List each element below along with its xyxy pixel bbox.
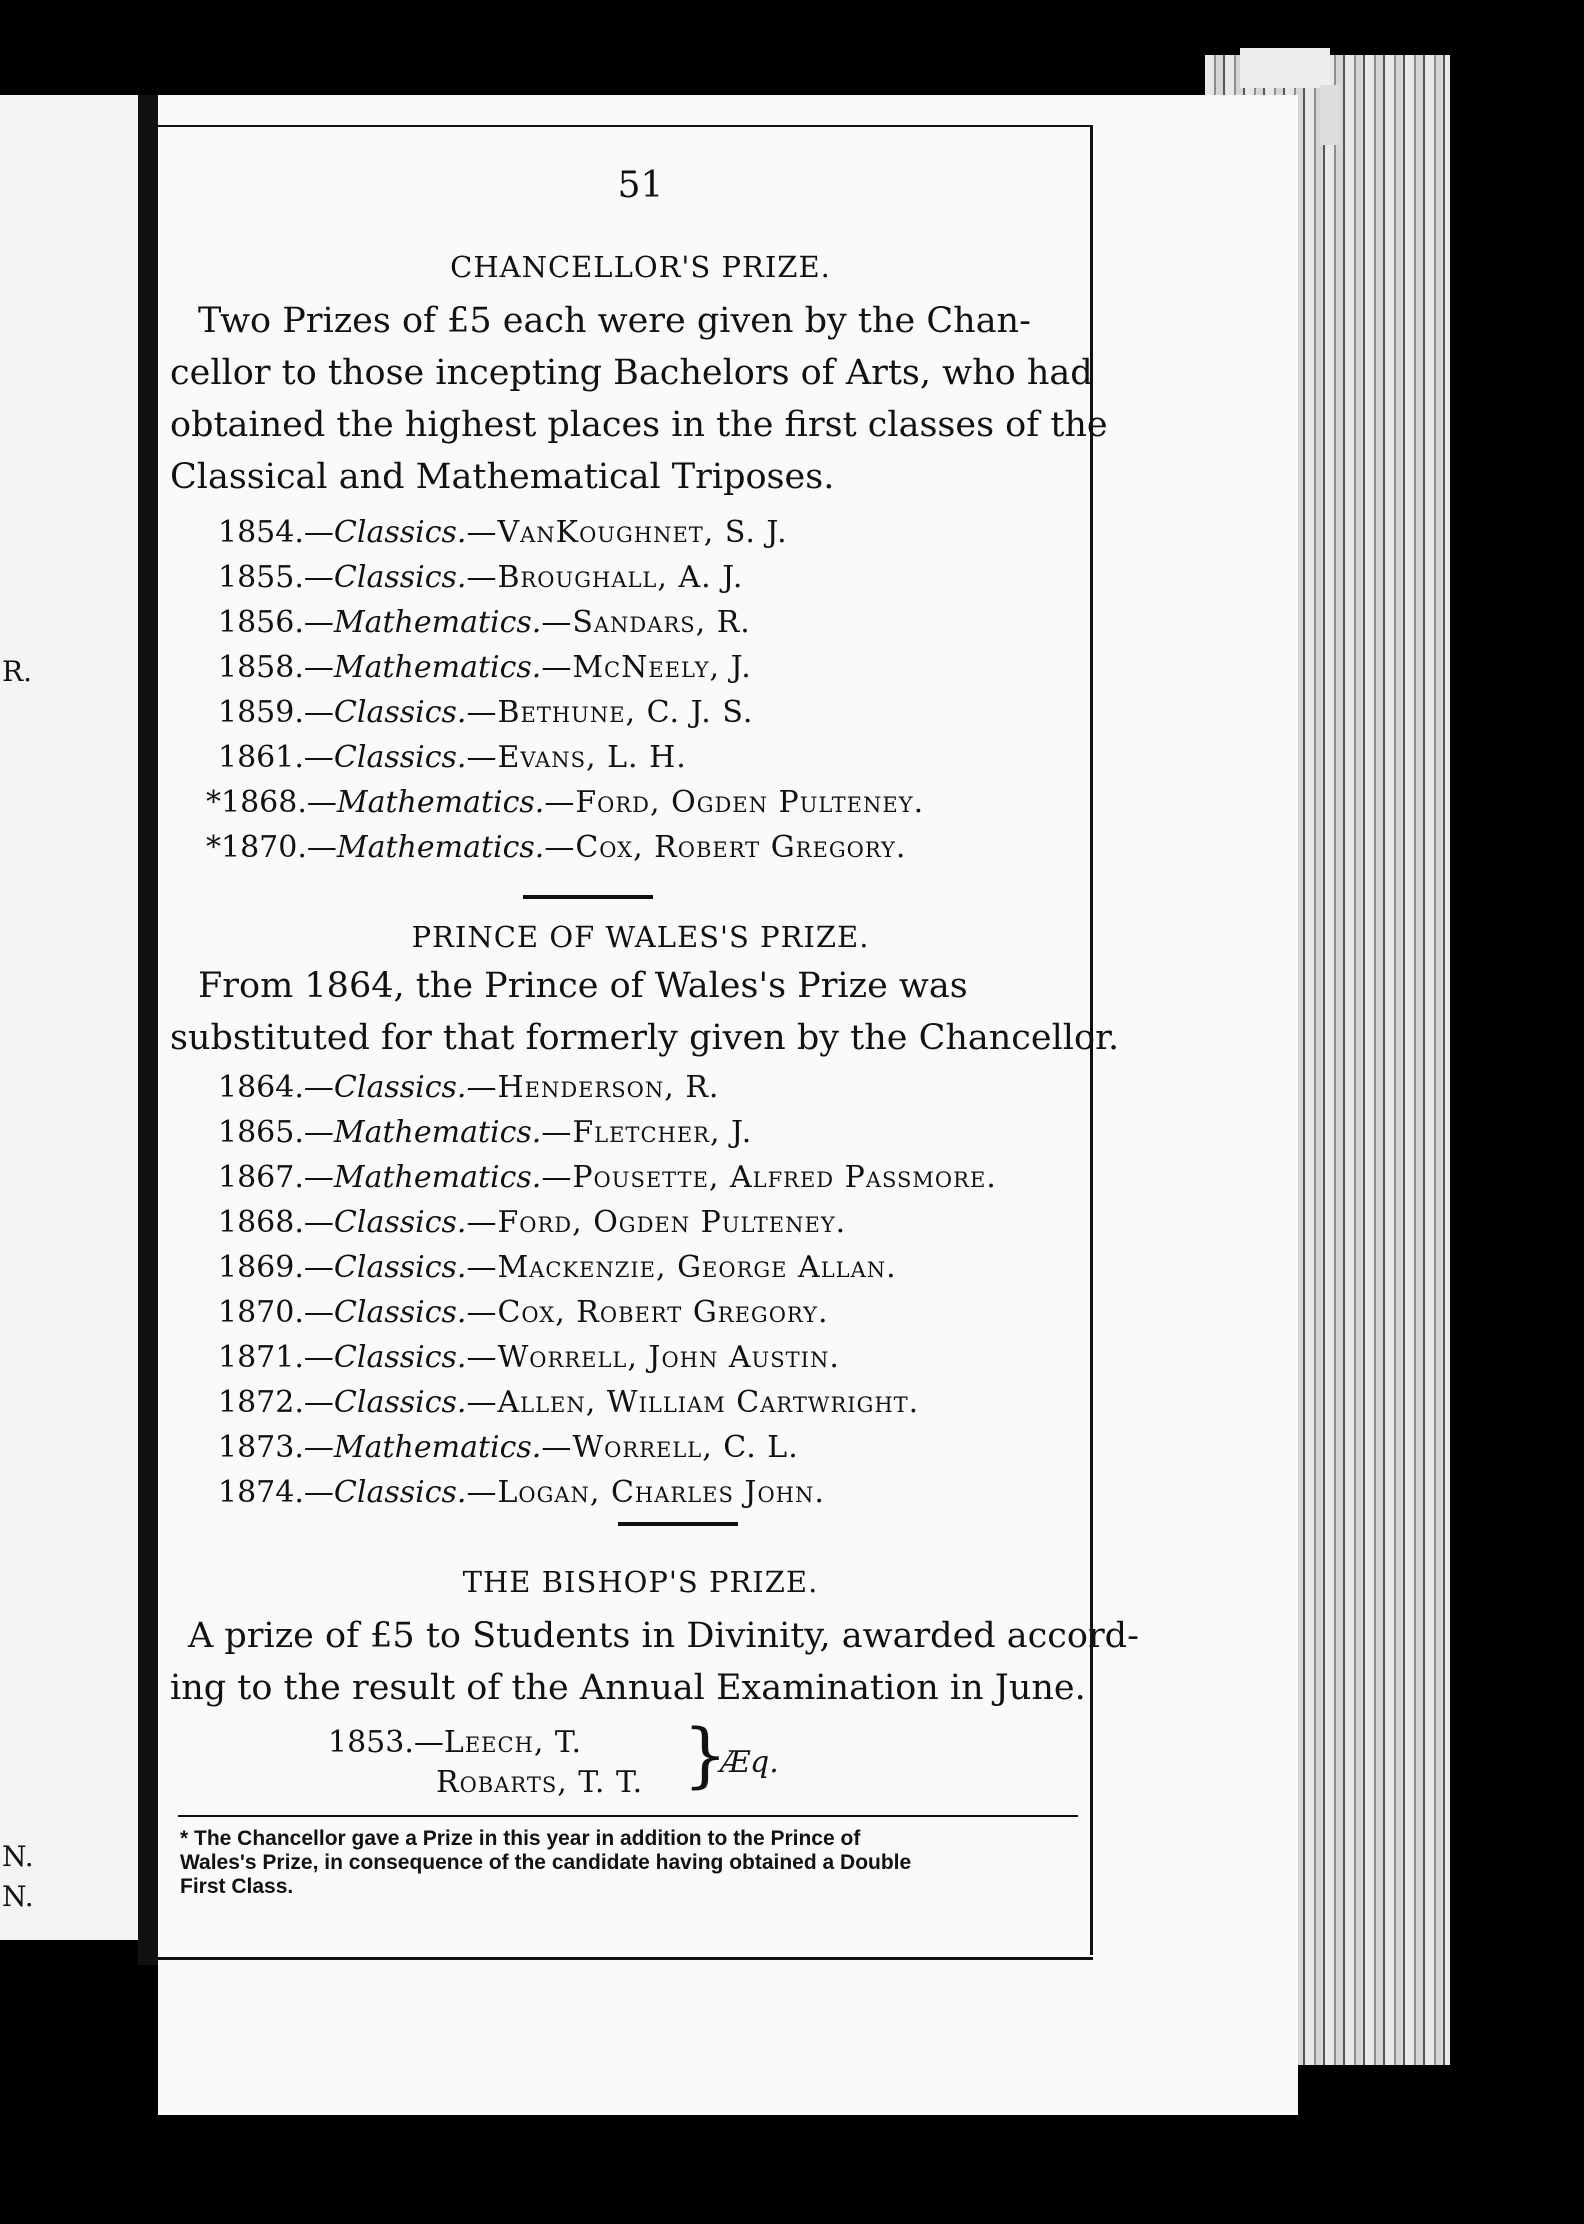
- prize-entry: 1872.—Classics.—Allen, William Cartwright.: [218, 1385, 920, 1420]
- footnote-rule: [178, 1815, 1078, 1817]
- prize-entry: 1868.—Classics.—Ford, Ogden Pulteney.: [218, 1205, 847, 1240]
- frame-bottom-rule: [158, 1957, 1093, 1960]
- prize-entry: 1855.—Classics.—Broughall, A. J.: [218, 560, 744, 595]
- left-page-fragment: R.: [2, 655, 32, 688]
- intro-line: cellor to those incepting Bachelors of Arts, who had: [170, 353, 1093, 393]
- prize-entry: 1870.—Classics.—Cox, Robert Gregory.: [218, 1295, 829, 1330]
- grouping-brace: }: [683, 1714, 728, 1796]
- page-edge-tab: [1320, 85, 1340, 145]
- bishops-prize-entry: Robarts, T. T.: [436, 1765, 644, 1800]
- section-divider: [618, 1522, 738, 1526]
- prize-entry: 1871.—Classics.—Worrell, John Austin.: [218, 1340, 840, 1375]
- prize-entry: 1867.—Mathematics.—Pousette, Alfred Passmore.: [218, 1160, 997, 1195]
- prize-entry: 1864.—Classics.—Henderson, R.: [218, 1070, 720, 1105]
- left-page-fragment: N.: [2, 1840, 34, 1873]
- prize-entry: 1865.—Mathematics.—Fletcher, J.: [218, 1115, 753, 1150]
- left-page-fragment: N.: [2, 1880, 34, 1913]
- intro-line: A prize of £5 to Students in Divinity, awarded accord-: [188, 1616, 1139, 1656]
- intro-line: ing to the result of the Annual Examination in June.: [170, 1668, 1086, 1708]
- footnote: [180, 1827, 1080, 1899]
- intro-line: substituted for that formerly given by the Chancellor.: [170, 1018, 1120, 1058]
- left-facing-page: [0, 95, 140, 1940]
- prize-entry: 1873.—Mathematics.—Worrell, C. L.: [218, 1430, 799, 1465]
- prize-entry: 1859.—Classics.—Bethune, C. J. S.: [218, 695, 754, 730]
- section-divider: [523, 895, 653, 899]
- intro-line: From 1864, the Prince of Wales's Prize was: [198, 966, 968, 1006]
- intro-line: Two Prizes of £5 each were given by the Chan-: [198, 301, 1031, 341]
- prize-entry: 1874.—Classics.—Logan, Charles John.: [218, 1475, 825, 1510]
- footnote-line: Wales's Prize, in consequence of the candidate having obtained a Double: [180, 1851, 912, 1874]
- chancellors-prize-intro: [170, 295, 1108, 503]
- prize-entry: 1861.—Classics.—Evans, L. H.: [218, 740, 687, 775]
- footnote-line: First Class.: [180, 1875, 294, 1898]
- bishops-prize-heading: THE BISHOP'S PRIZE.: [462, 1565, 819, 1599]
- prize-entry: *1870.—Mathematics.—Cox, Robert Gregory.: [206, 830, 907, 865]
- intro-line: obtained the highest places in the first classes of the: [170, 405, 1108, 445]
- prize-entry: 1858.—Mathematics.—McNeely, J.: [218, 650, 752, 685]
- frame-top-rule: [158, 125, 1093, 127]
- aequales-note: Æq.: [720, 1745, 779, 1780]
- bishops-prize-entry: 1853.—Leech, T.: [328, 1725, 583, 1760]
- chancellors-prize-heading: CHANCELLOR'S PRIZE.: [450, 250, 831, 284]
- page-edge-tab: [1240, 48, 1330, 88]
- prince-of-wales-prize-intro: [170, 960, 1120, 1064]
- footnote-line: * The Chancellor gave a Prize in this year in addition to the Prince of: [180, 1827, 861, 1850]
- page-number: 51: [617, 165, 664, 206]
- book-page: [158, 95, 1298, 2115]
- prize-entry: 1854.—Classics.—VanKoughnet, S. J.: [218, 515, 788, 550]
- prize-entry: 1869.—Classics.—Mackenzie, George Allan.: [218, 1250, 897, 1285]
- bishops-prize-intro: [170, 1610, 1139, 1714]
- prize-entry: 1856.—Mathematics.—Sandars, R.: [218, 605, 751, 640]
- prize-entry: *1868.—Mathematics.—Ford, Ogden Pulteney.: [206, 785, 925, 820]
- prince-of-wales-prize-heading: PRINCE OF WALES'S PRIZE.: [411, 920, 870, 954]
- intro-line: Classical and Mathematical Triposes.: [170, 457, 835, 497]
